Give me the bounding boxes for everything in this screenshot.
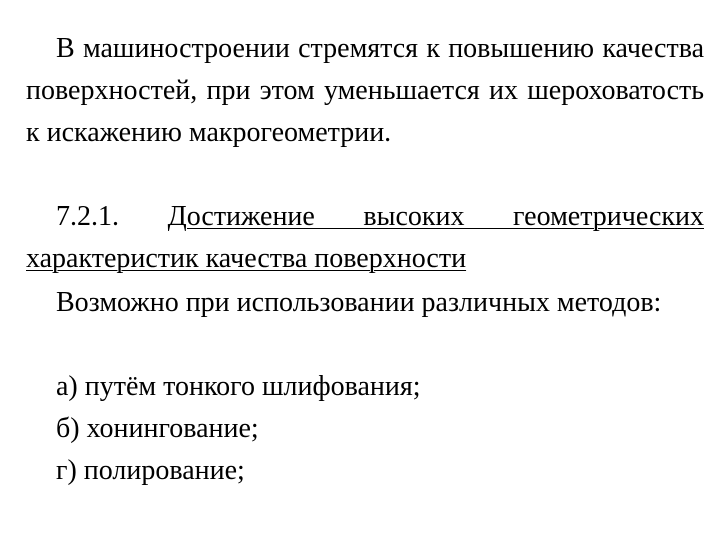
intro-paragraph: В машиностроении стремятся к повышению качества поверхностей, при этом уменьшается их шероховатость к искажению макрогеометрии. xyxy=(26,33,704,148)
section-heading xyxy=(26,196,704,280)
list-item: а) путём тонкого шлифования; xyxy=(56,371,421,402)
section-number: 7.2.1. xyxy=(56,201,119,232)
list-item: б) хонингование; xyxy=(56,413,259,444)
list-item: г) полирование; xyxy=(56,455,245,486)
methods-paragraph: Возможно при использовании различных методов: xyxy=(56,287,662,318)
methods-list xyxy=(56,366,704,492)
section-title: Достижение высоких геометрических характеристик качества поверхности xyxy=(26,201,704,274)
